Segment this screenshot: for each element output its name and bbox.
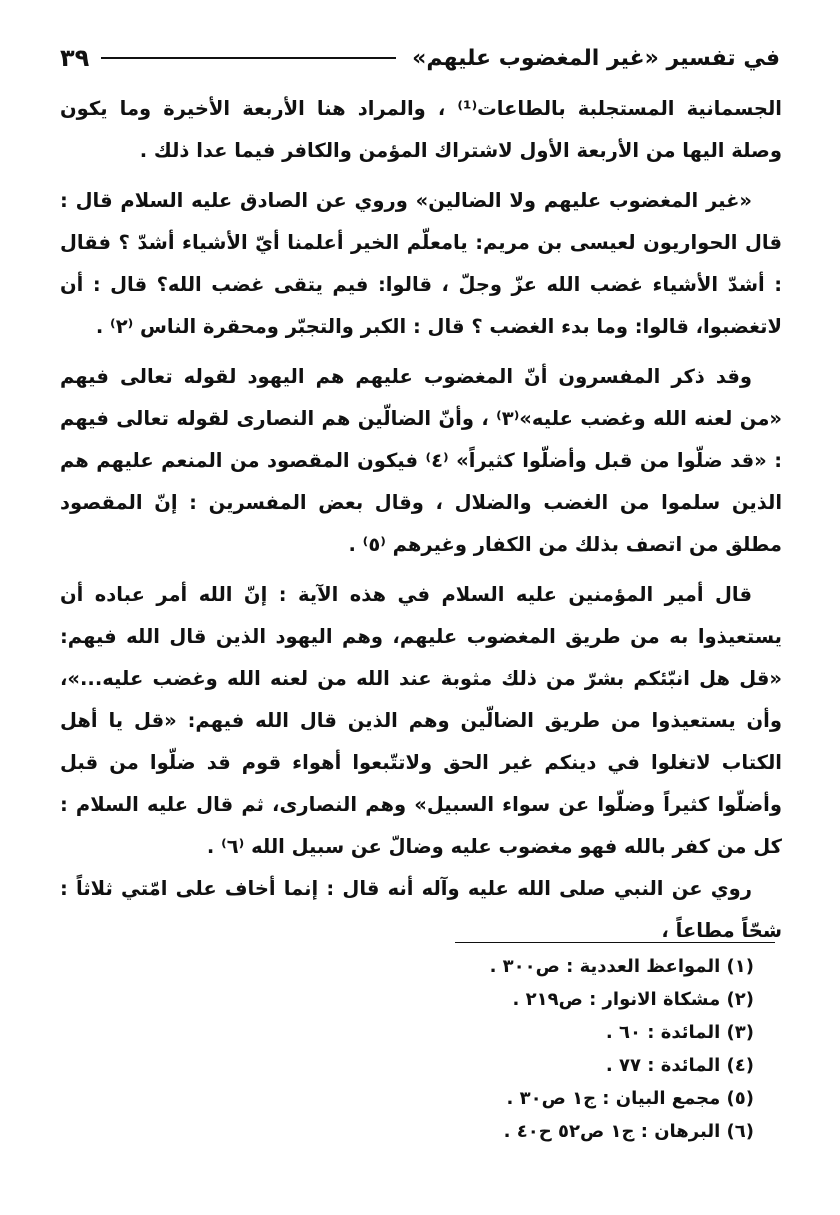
page-header <box>60 38 780 78</box>
page-number: ٣٩ <box>60 44 90 72</box>
footnote-item: (٤) المائدة : ٧٧ . <box>605 1055 754 1076</box>
paragraph-verse-commentary: «غير المغضوب عليهم ولا الضالين» وروي عن الصادق عليه السلام قال : قال الحواريون لعيسى بن مريم: يامعلّم الخير أعلمنا أيّ الأشياء أشدّ ؟ فقال : أشدّ الأشياء غضب الله عزّ وجلّ ، قالوا: فيم يتقى غضب الله؟ قال : أن لاتغضبوا، قالوا: وما بدء الغضب ؟ قال : الكبر والتجبّر ومحقرة الناس ⁽٢⁾ . <box>60 189 782 338</box>
header-rule <box>101 57 396 59</box>
main-text <box>60 88 782 952</box>
running-title: في تفسير «غير المغضوب عليهم» <box>412 45 780 71</box>
footnotes-list <box>294 950 754 1148</box>
footnote-item: (٦) البرهان : ج١ ص٥٢ ح٤٠ . <box>503 1121 754 1142</box>
paragraph-prophet-hadith: روي عن النبي صلى الله عليه وآله أنه قال : إنما أخاف على امّتي ثلاثاً : شحّاً مطاعاً ، <box>60 877 782 942</box>
footnote-item: (٣) المائدة : ٦٠ . <box>605 1022 754 1043</box>
paragraph-continuation: الجسمانية المستجلبة بالطاعات⁽¹⁾ ، والمراد هنا الأربعة الأخيرة وما يكون وصلة اليها من الأربعة الأول لاشتراك المؤمن والكافر فيما عدا ذلك . <box>60 97 782 162</box>
footnote-rule <box>455 942 775 943</box>
footnote-item: (١) المواعظ العددية : ص٣٠٠ . <box>489 956 754 977</box>
footnote-item: (٥) مجمع البيان : ج١ ص٣٠ . <box>506 1088 754 1109</box>
paragraph-commentators: وقد ذكر المفسرون أنّ المغضوب عليهم هم اليهود لقوله تعالى فيهم «من لعنه الله وغضب عليه»⁽٣⁾ ، وأنّ الضالّين هم النصارى لقوله تعالى فيهم : «قد ضلّوا من قبل وأضلّوا كثيراً» ⁽٤⁾ فيكون المقصود من المنعم عليهم هم الذين سلموا من الغضب والضلال ، وقال بعض المفسرين : إنّ المقصود مطلق من اتصف بذلك من الكفار وغيرهم ⁽٥⁾ . <box>60 365 782 556</box>
footnote-item: (٢) مشكاة الانوار : ص٢١٩ . <box>512 989 754 1010</box>
paragraph-amir-almuminin: قال أمير المؤمنين عليه السلام في هذه الآية : إنّ الله أمر عباده أن يستعيذوا به من طريق المغضوب عليهم، وهم اليهود الذين قال الله فيهم: «قل هل انبّئكم بشرّ من ذلك مثوبة عند الله من لعنه الله وغضب عليه...»، وأن يستعيذوا من طريق الضالّين وهم الذين قال الله فيهم: «قل يا أهل الكتاب لاتغلوا في دينكم غير الحق ولاتتّبعوا أهواء قوم قد ضلّوا من قبل وأضلّوا كثيراً وضلّوا عن سواء السبيل» وهم النصارى، ثم قال عليه السلام : كل من كفر بالله فهو مغضوب عليه وضالّ عن سبيل الله ⁽٦⁾ . <box>60 583 782 858</box>
